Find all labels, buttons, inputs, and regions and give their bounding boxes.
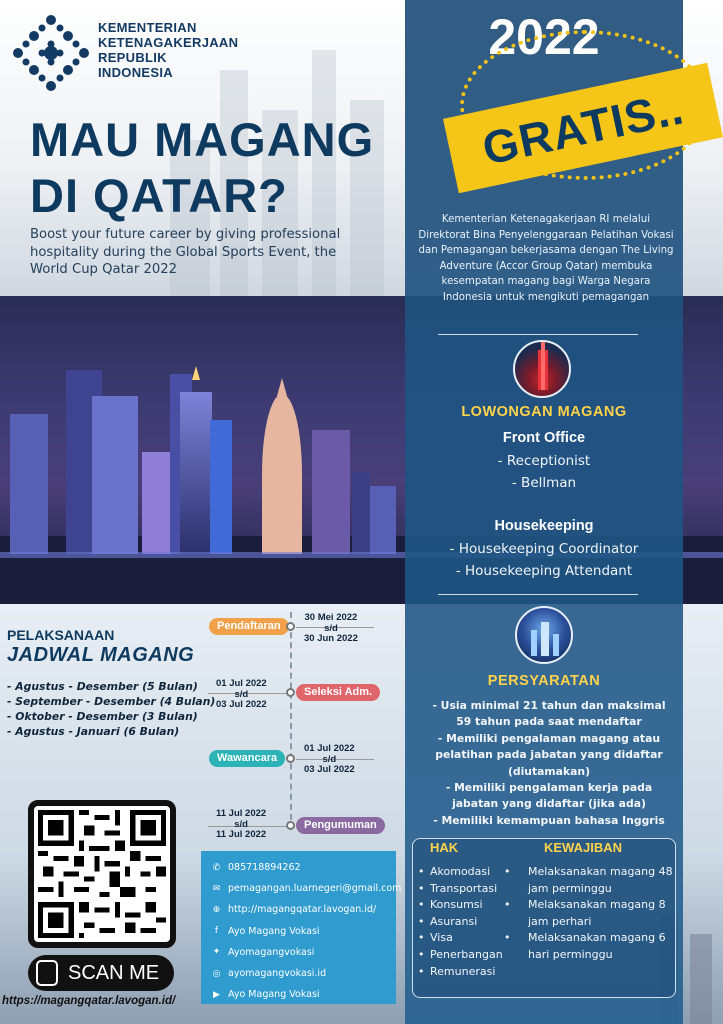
ministry-line: INDONESIA xyxy=(98,65,173,80)
timeline-dot xyxy=(286,821,295,830)
ministry-name xyxy=(98,20,238,80)
contact-youtube[interactable]: ▶ Ayo Magang Vokasi xyxy=(208,984,401,1005)
period-list xyxy=(7,679,215,739)
gratis-stamp: GRATIS.. xyxy=(443,63,723,193)
schedule-title-a: PELAKSANAAN xyxy=(7,627,115,643)
schedule-title-b: JADWAL MAGANG xyxy=(7,644,195,666)
step-dates: 01 Jul 2022 s/d 03 Jul 2022 xyxy=(304,743,355,775)
timeline-line xyxy=(290,612,292,830)
requirement-line: - Memiliki kemampuan bahasa Inggris xyxy=(433,813,665,827)
kewajiban-item: • Melaksanakan magang 6 hari perminggu xyxy=(504,931,666,961)
step-pengumuman: Pengumuman xyxy=(296,817,385,834)
kewajiban-item: • Melaksanakan magang 8 jam perhari xyxy=(504,898,666,928)
requirements-title: PERSYARATAN xyxy=(487,673,601,689)
kewajiban-item: • Melaksanakan magang 48 jam perminggu xyxy=(504,865,673,895)
requirements-list xyxy=(418,698,680,829)
year-label: 2022 xyxy=(488,9,600,65)
contact-twitter[interactable]: ✦ Ayomagangvokasi xyxy=(208,942,401,963)
hak-item: • Visa xyxy=(418,931,453,945)
timeline-dot xyxy=(286,754,295,763)
youtube-icon: ▶ xyxy=(213,989,220,1000)
requirement-line: 59 tahun pada saat mendaftar xyxy=(456,715,642,729)
ministry-line: KEMENTERIAN xyxy=(98,20,197,35)
step-dates: 11 Jul 2022 s/d 11 Jul 2022 xyxy=(216,808,267,840)
period-item: - Agustus - Desember (5 Bulan) xyxy=(7,680,198,693)
period-item: - September - Desember (4 Bulan) xyxy=(7,695,216,708)
email-icon: ✉ xyxy=(212,883,221,894)
requirement-line: - Usia minimal 21 tahun dan maksimal xyxy=(432,699,666,712)
headline-subtitle: Boost your future career by giving professional hospitality during the Global Sports Event, the World Cup Qatar 2022 xyxy=(30,227,341,277)
vacancies-title: LOWONGAN MAGANG xyxy=(461,404,627,420)
job-item: - Receptionist xyxy=(497,453,591,469)
divider xyxy=(438,334,638,335)
job-item: - Bellman xyxy=(511,475,577,491)
facebook-icon: f xyxy=(214,926,219,937)
qr-pattern xyxy=(38,810,166,938)
housekeeping-title: Housekeeping xyxy=(494,518,594,534)
contact-email[interactable]: ✉ pemagangan.luarnegeri@gmail.com xyxy=(208,878,401,899)
front-office-title: Front Office xyxy=(502,430,586,446)
contact-instagram[interactable]: ◎ ayomagangvokasi.id xyxy=(208,963,401,984)
requirement-line: pelatihan pada jabatan yang didaftar xyxy=(435,748,663,762)
requirement-line: - Memiliki pengalaman magang atau xyxy=(437,731,661,745)
hak-item: • Remunerasi xyxy=(418,964,496,978)
headline xyxy=(30,112,374,224)
ministry-line: KETENAGAKERJAAN xyxy=(98,35,239,50)
hak-item: • Akomodasi xyxy=(418,865,491,878)
step-wawancara: Wawancara xyxy=(209,750,285,767)
qatar-skyline-thumbnail xyxy=(515,606,573,664)
phone-icon: ✆ xyxy=(212,862,221,873)
job-item: - Housekeeping Coordinator xyxy=(449,541,639,557)
intro-text: Kementerian Ketenagakerjaan RI melalui Direktorat Bina Penyelenggaraan Pelatihan Vokasi dan Pemagangan bekerjasama dengan The Living Adventure (Accor Group Qatar) membuka kesempatan magang bagi Warga Negara Indonesia untuk mengikuti pemagangan xyxy=(418,214,674,303)
step-dates: 01 Jul 2022 s/d 03 Jul 2022 xyxy=(216,678,267,710)
headline-line-2: DI QATAR? xyxy=(30,169,288,222)
hak-item: • Konsumsi xyxy=(418,898,483,912)
requirement-line: jabatan yang didaftar (jika ada) xyxy=(452,797,646,811)
step-dates: 30 Mei 2022 s/d 30 Jun 2022 xyxy=(304,612,358,644)
ministry-line: REPUBLIK xyxy=(98,50,167,65)
contact-phone[interactable]: ✆ 085718894262 xyxy=(208,857,401,878)
job-item: - Housekeeping Attendant xyxy=(455,563,633,579)
period-item: - Oktober - Desember (3 Bulan) xyxy=(7,710,198,723)
website-link[interactable]: https://magangqatar.lavogan.id/ xyxy=(2,995,176,1007)
hak-item: • Penerbangan xyxy=(418,947,503,961)
hak-list xyxy=(418,864,503,980)
contact-list xyxy=(208,857,401,1005)
qr-code[interactable] xyxy=(28,800,176,948)
timeline-dot xyxy=(286,622,295,631)
smartphone-icon xyxy=(36,960,58,986)
kewajiban-list xyxy=(504,864,676,964)
ministry-logo xyxy=(12,14,90,92)
contact-facebook[interactable]: f Ayo Magang Vokasi xyxy=(208,921,401,942)
step-seleksi: Seleksi Adm. xyxy=(296,684,380,701)
requirement-line: (diutamakan) xyxy=(507,764,591,778)
scan-me-button[interactable]: SCAN ME xyxy=(28,955,174,991)
kewajiban-title: KEWAJIBAN xyxy=(544,840,623,855)
hak-item: • Asuransi xyxy=(418,914,478,928)
requirement-line: - Memiliki pengalaman kerja pada xyxy=(445,781,653,795)
period-item: - Agustus - Januari (6 Bulan) xyxy=(7,725,180,738)
globe-icon: ⊕ xyxy=(212,904,221,915)
twitter-icon: ✦ xyxy=(212,947,221,958)
hak-title: HAK xyxy=(430,840,459,855)
timeline-dot xyxy=(286,688,295,697)
divider xyxy=(438,594,638,595)
qatar-tower-thumbnail xyxy=(513,340,571,398)
step-pendaftaran: Pendaftaran xyxy=(209,618,289,635)
headline-line-1: MAU MAGANG xyxy=(30,113,375,166)
contact-website[interactable]: ⊕ http://magangqatar.lavogan.id/ xyxy=(208,899,401,920)
instagram-icon: ◎ xyxy=(212,968,221,979)
hak-item: • Transportasi xyxy=(418,881,498,895)
